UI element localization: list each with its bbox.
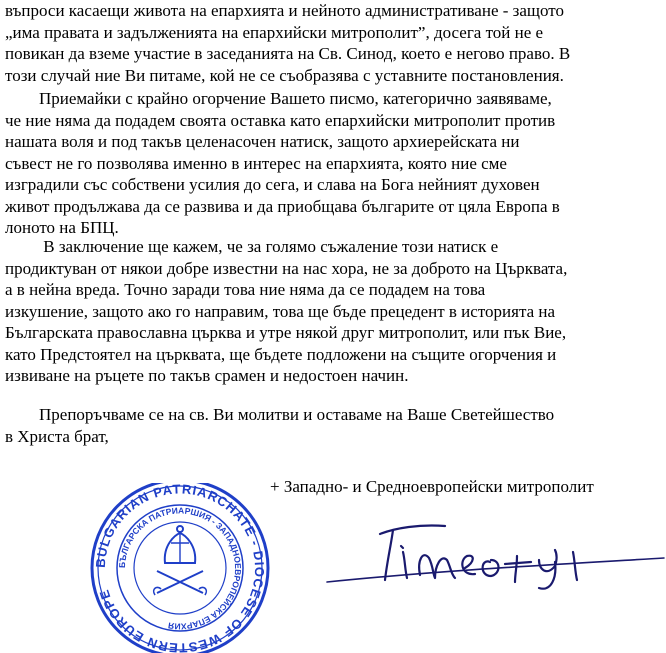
text-line: Препоръчваме се на св. Ви молитви и оставаме на Ваше Светейшество bbox=[5, 405, 555, 424]
paragraph-2 bbox=[5, 88, 659, 239]
handwritten-signature bbox=[325, 500, 666, 590]
text-line: изкушение, защото ако го направим, това ще бъде прецедент в историята на bbox=[5, 301, 556, 321]
text-line: извиване на ръцете по такъв срамен и недостоен начин. bbox=[5, 366, 409, 385]
text-line: продиктуван от някои добре известни на нас хора, не за доброто на Църквата, bbox=[5, 258, 568, 278]
text-line: нашата воля и под такъв целенасочен натиск, защото архиерейската ни bbox=[5, 132, 520, 151]
text-line: съвест не го позволява именно в интерес на епархията, която ние сме bbox=[5, 153, 507, 173]
signature-title: + Западно- и Средноевропейски митрополит bbox=[270, 477, 594, 496]
diocese-seal bbox=[85, 483, 275, 653]
text-line: че ние няма да подадем своята оставка като епархийски митрополит против bbox=[5, 110, 556, 130]
text-line: Приемайки с крайно огорчение Вашето писмо, категорично заявяваме, bbox=[5, 89, 552, 108]
text-line: този случай ние Ви питаме, кой не се съобразява с уставните постановления. bbox=[5, 65, 564, 85]
text-line: въпроси касаещи живота на епархията и нейното административане - защото bbox=[5, 1, 564, 20]
text-line: повикан да вземе участие в заседанията на Св. Синод, което е негово право. В bbox=[5, 44, 571, 63]
text-line: а в нейна вреда. Точно заради това ние няма да се подадем на това bbox=[5, 280, 486, 299]
paragraph-4 bbox=[5, 404, 659, 447]
text-line: в Христа брат, bbox=[5, 426, 109, 446]
text-line: лоното на БПЦ. bbox=[5, 218, 119, 237]
text-line: изградили със собствени усилия до сега, и слава на Бога нейният духовен bbox=[5, 175, 540, 194]
paragraph-1 bbox=[5, 0, 659, 86]
text-line: В заключение ще кажем, че за голямо съжаление този натиск е bbox=[5, 237, 499, 256]
paragraph-3 bbox=[5, 236, 659, 387]
text-line: като Предстоятел на църквата, ще бъдете подложени на същите огорчения и bbox=[5, 344, 557, 364]
seal-inner-text: БЪЛГАРСКА ПАТРИАРШИЯ - ЗАПАДНОЕВРОПЕЙСКА ЕПАРХИЯ bbox=[116, 505, 244, 632]
text-line: Българската православна църква и утре някой друг митрополит, или пък Вие, bbox=[5, 323, 567, 342]
seal-outer-text: BULGARIAN PATRIARCHATE - DIOCESE OF WESTERN EUROPE bbox=[92, 483, 268, 653]
text-line: живот продължава да се развива и да приобщава българите от цяла Европа в bbox=[5, 196, 560, 216]
text-line: „има правата и задълженията на епархийски митрополит”, досега той не е bbox=[5, 22, 544, 42]
